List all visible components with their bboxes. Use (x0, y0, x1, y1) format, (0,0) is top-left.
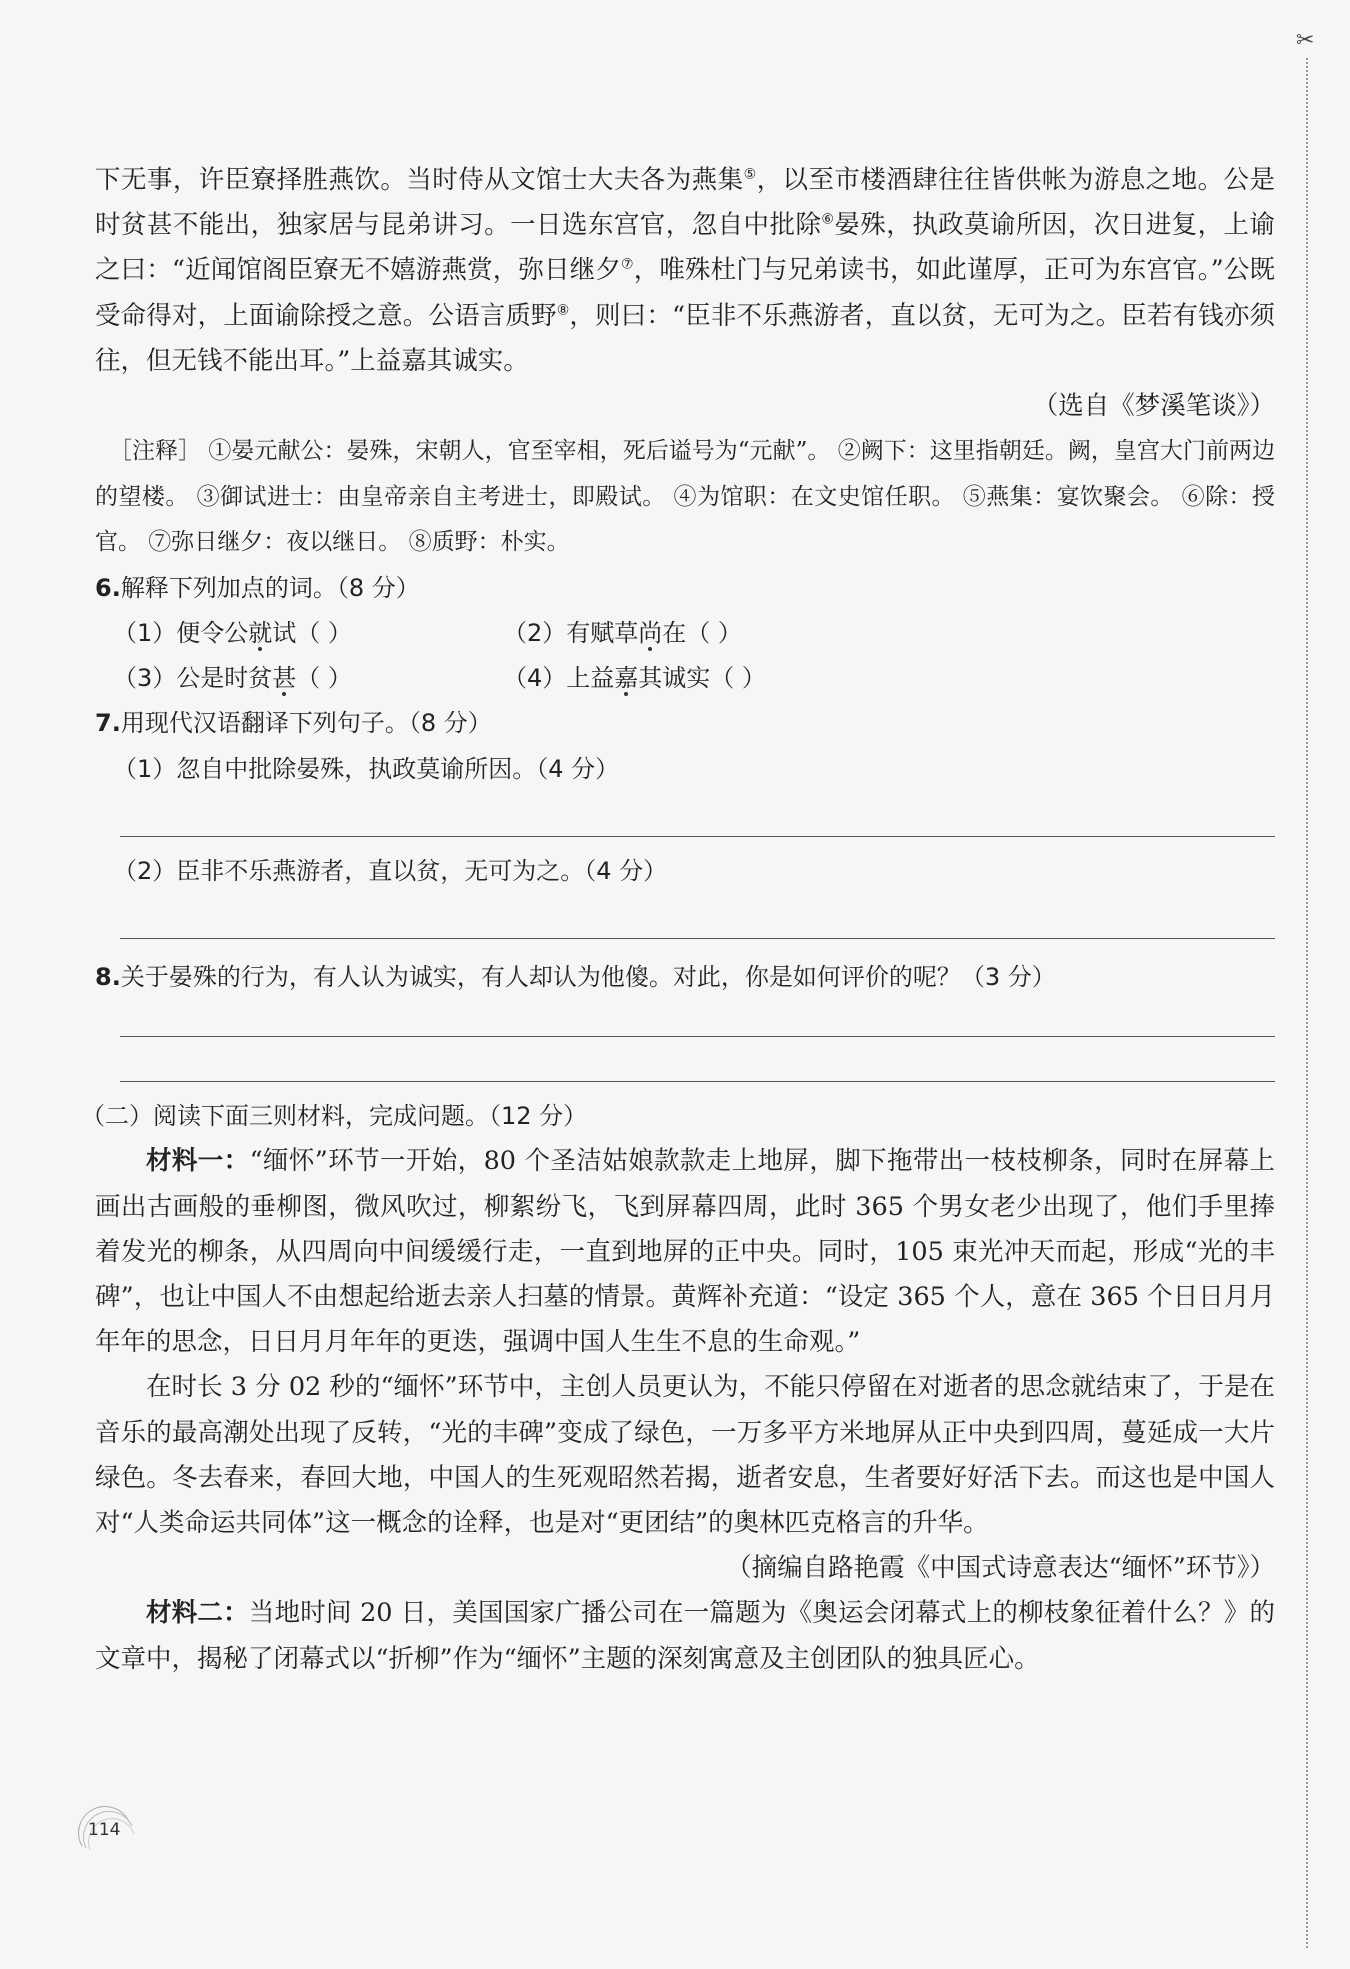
material-1-source: （摘编自路艳霞《中国式诗意表达“缅怀”环节》） (726, 1553, 1275, 1584)
material-1-continued: 在时长 3 分 02 秒的“缅怀”环节中，主创人员更认为，不能只停留在对逝者的思念就结束了，于是在音乐的最高潮处出现了反转，“光的丰碑”变成了绿色，一万多平方米地屏从正中央到四周，蔓延成一大片绿色。冬去春来，春回大地，中国人的生死观昭然若揭，逝者安息，生者要好好活下去。而这也是中国人对“人类命运共同体”这一概念的诠释，也是对“更团结”的奥林匹克格言的升华。 (95, 1372, 1275, 1538)
classical-passage: 下无事，许臣寮择胜燕饮。当时侍从文馆士大夫各为燕集⑤，以至市楼酒肆往往皆供帐为游息之地。公是时贫甚不能出，独家居与昆弟讲习。一日选东宫官，忽自中批除⑥晏殊，执政莫谕所因，次日进复，上谕之曰：“近闻馆阁臣寮无不嬉游燕赏，弥日继夕⑦，唯殊杜门与兄弟读书，如此谨厚，正可为东宫官。”公既受命得对，上面谕除授之意。公语言质野⑧，则曰：“臣非不乐燕游者，直以贫，无可为之。臣若有钱亦须往，但无钱不能出耳。”上益嘉其诚实。 (95, 165, 1275, 376)
question-6-row-1 (113, 611, 1275, 656)
answer-line[interactable] (120, 894, 1275, 939)
page-content (81, 158, 1275, 1682)
material-2: 材料二：当地时间 20 日，美国国家广播公司在一篇题为《奥运会闭幕式上的柳枝象征着什么？》的文章中，揭秘了闭幕式以“折柳”作为“缅怀”主题的深刻寓意及主创团队的独具匠心。 (95, 1598, 1275, 1674)
page-number: 114 (88, 1820, 121, 1840)
answer-line[interactable] (120, 1000, 1275, 1037)
question-7-sub-2: （2）臣非不乐燕游者，直以贫，无可为之。（4 分） (113, 856, 668, 885)
question-6: 6.解释下列加点的词。（8 分） (95, 573, 420, 602)
answer-line[interactable] (120, 1037, 1275, 1082)
passage-source: （选自《梦溪笔谈》） (1032, 391, 1275, 422)
page-number-badge (78, 1806, 138, 1850)
scissors-icon: ✂ (1296, 28, 1315, 53)
question-6-item-1[interactable]: （1）便令公就试（ ） (113, 618, 352, 647)
answer-line[interactable] (120, 792, 1275, 837)
question-7-sub-1: （1）忽自中批除晏殊，执政莫谕所因。（4 分） (113, 754, 620, 783)
question-7: 7.用现代汉语翻译下列句子。（8 分） (95, 709, 492, 738)
question-8: 8.关于晏殊的行为，有人认为诚实，有人却认为他傻。对此，你是如何评价的呢？（3 分） (95, 962, 1056, 991)
question-6-item-3[interactable]: （3）公是时贫甚（ ） (113, 664, 352, 693)
annotations: ［注释］ ①晏元献公：晏殊，宋朝人，官至宰相，死后谥号为“元献”。 ②阙下：这里指朝廷。阙，皇宫大门前两边的望楼。 ③御试进士：由皇帝亲自主考进士，即殿试。 ④为馆职：在文史馆任职。 ⑤燕集：宴饮聚会。 ⑥除：授官。 ⑦弥日继夕：夜以继日。 ⑧质野：朴实。 (95, 438, 1275, 556)
section-2-title: （二）阅读下面三则材料，完成问题。（12 分） (81, 1102, 588, 1131)
cut-line (1306, 58, 1308, 1948)
question-6-item-2[interactable]: （2）有赋草尚在（ ） (503, 618, 742, 647)
question-6-row-2 (113, 656, 1275, 701)
question-6-item-4[interactable]: （4）上益嘉其诚实（ ） (503, 664, 766, 693)
material-1: 材料一：“缅怀”环节一开始，80 个圣洁姑娘款款走上地屏，脚下拖带出一枝枝柳条，同时在屏幕上画出古画般的垂柳图，微风吹过，柳絮纷飞，飞到屏幕四周，此时 365 个男女老少出现了，他们手里捧着发光的柳条，从四周向中间缓缓行走，一直到地屏的正中央。同时，105 束光冲天而起，形成“光的丰碑”，也让中国人不由想起给逝去亲人扫墓的情景。黄辉补充道：“设定 365 个人，意在 365 个日日月月年年的思念，日日月月年年的更迭，强调中国人生生不息的生命观。” (95, 1146, 1275, 1358)
